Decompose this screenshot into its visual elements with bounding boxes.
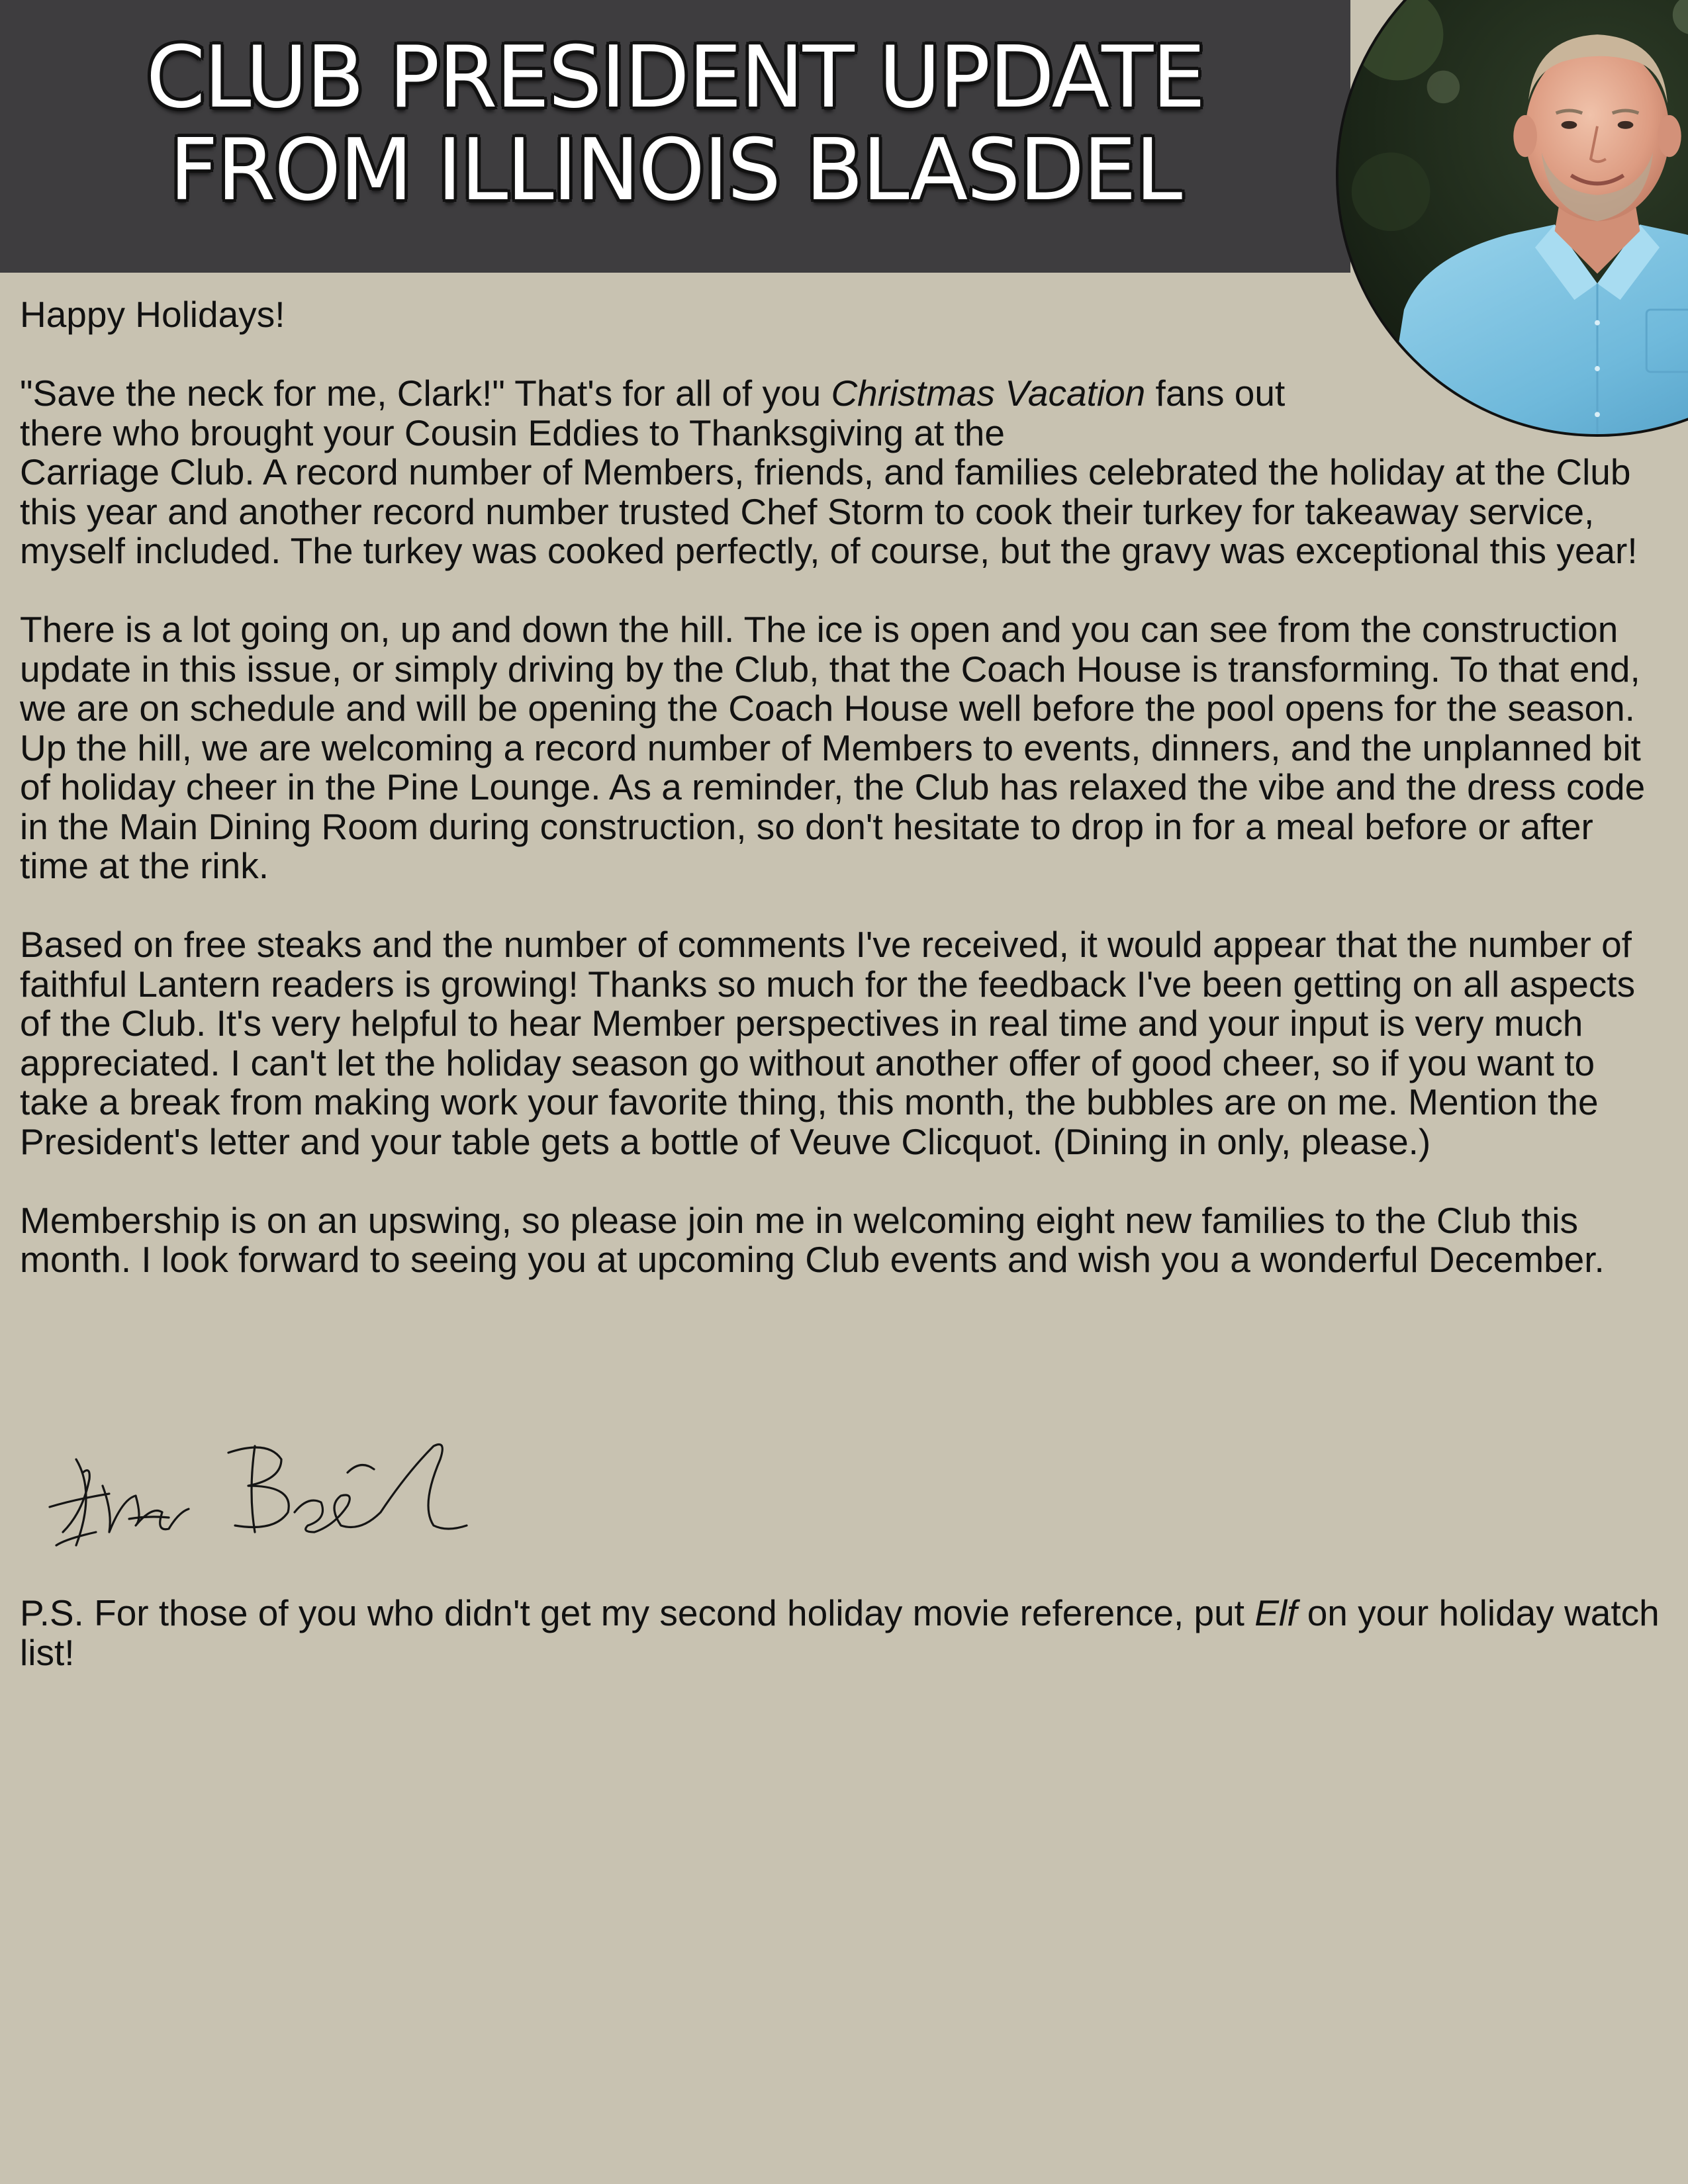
paragraph-2: There is a lot going on, up and down the hill. The ice is open and you can see from the construction update in this issue, or simply driving by the Club, that the Coach House is transforming. To that end, we are on schedule and will be opening the Coach House well before the pool opens for the season. Up the hill, we are welcoming a record number of Members to events, dinners, and the unplanned bit of holiday cheer in the Pine Lounge. As a reminder, the Club has relaxed the vibe and the dress code in the Main Dining Room during construction, so don't hesitate to drop in for a meal before or after time at the rink. — [20, 609, 1646, 886]
greeting: Happy Holidays! — [20, 294, 285, 335]
page-title — [0, 28, 1350, 220]
title-line-1: CLUB PRESIDENT UPDATE — [146, 28, 1205, 127]
paragraph-1-text-a: "Save the neck for me, Clark!" That's for all of you — [20, 373, 831, 414]
paragraph-1 — [20, 374, 1668, 571]
paragraph-3: Based on free steaks and the number of comments I've received, it would appear that the number of faithful Lantern readers is growing! Thanks so much for the feedback I've been getting on all aspects of the Club. It's very helpful to hear Member perspectives in real time and your input is very much appreciated. I can't let the holiday season go without another offer of good cheer, so if you want to take a break from making work your favorite thing, this month, the bubbles are on me. Mention the President's letter and your table gets a bottle of Veuve Clicquot. (Dining in only, please.) — [20, 924, 1636, 1162]
title-line-2: FROM ILLINOIS BLASDEL — [169, 121, 1182, 220]
postscript-text-a: P.S. For those of you who didn't get my second holiday movie reference, put — [20, 1592, 1255, 1633]
paragraph-1-text-b: fans out there who brought your Cousin Eddies to Thanksgiving at the — [20, 373, 1286, 453]
postscript-text-b: on your holiday watch list! — [20, 1592, 1660, 1673]
postscript — [20, 1594, 1668, 1672]
header-banner — [0, 0, 1350, 273]
paragraph-1-opening — [20, 374, 1317, 453]
paragraph-1-text-c: Carriage Club. A record number of Members, friends, and families celebrated the holiday at the Club this year and another record number trusted Chef Storm to cook their turkey for takeaway service, myself included. The turkey was cooked perfectly, of course, but the gravy was exceptional this year! — [20, 451, 1638, 571]
movie-title-elf: Elf — [1254, 1592, 1297, 1633]
signature-icon — [36, 1433, 473, 1559]
movie-title-christmas-vacation: Christmas Vacation — [831, 373, 1146, 414]
paragraph-4: Membership is on an upswing, so please join me in welcoming eight new families to the Club this month. I look forward to seeing you at upcoming Club events and wish you a wonderful December. — [20, 1199, 1605, 1280]
letter-body — [20, 295, 1668, 1319]
